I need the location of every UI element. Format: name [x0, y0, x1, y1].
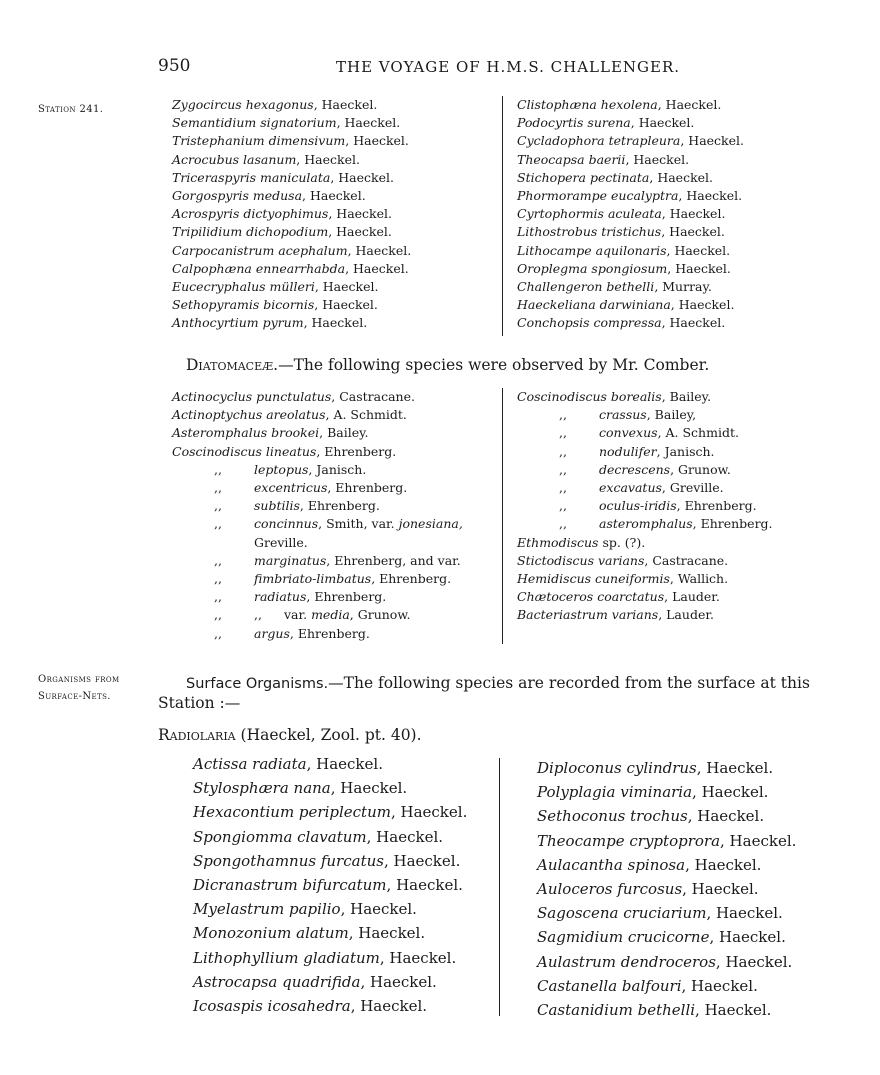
- species-author: , Grunow.: [349, 607, 411, 623]
- species-author: , Wallich.: [669, 571, 729, 587]
- list-item: [172, 443, 498, 461]
- var-prefix: var.: [284, 607, 312, 623]
- list-item: [172, 260, 411, 278]
- diatomaceae-title: Diatomaceæ.: [186, 356, 279, 374]
- list-item: [537, 998, 796, 1022]
- species-name: Conchopsis compressa: [517, 315, 662, 331]
- species-author: , Bailey.: [319, 425, 369, 441]
- list-item: [193, 776, 467, 800]
- species-name: Triceraspyris maniculata: [172, 169, 331, 185]
- species-name: Hemidiscus cuneiformis: [517, 571, 670, 587]
- radiolaria-right-list: [537, 756, 796, 1022]
- species-name: crassus: [599, 407, 647, 423]
- list-item: [193, 897, 467, 921]
- list-item: [517, 606, 773, 624]
- list-item: [517, 96, 744, 114]
- species-name: convexus: [599, 425, 658, 441]
- species-name: Carpocanistrum acephalum: [172, 242, 348, 258]
- list-item: [193, 800, 467, 824]
- species-name: Hexacontium periplectum: [193, 803, 391, 822]
- species-author: , Haeckel.: [348, 924, 426, 943]
- species-author: sp. (?).: [598, 534, 646, 550]
- species-author: , Haeckel.: [666, 242, 731, 258]
- list-item: [537, 901, 796, 925]
- species-name: Bacteriastrum varians: [517, 607, 659, 623]
- species-author: , Haeckel.: [709, 928, 786, 947]
- list-item: [172, 205, 411, 223]
- species-author: , Haeckel.: [345, 133, 409, 149]
- list-item: [517, 570, 773, 588]
- ditto-mark: ,,: [559, 461, 567, 477]
- diatomaceae-heading: [186, 356, 709, 374]
- species-author: , Haeckel.: [696, 759, 774, 777]
- ditto-mark: ,,: [559, 516, 567, 532]
- ditto-mark: ,,: [214, 516, 222, 532]
- species-name: Theocapsa baerii: [517, 151, 626, 167]
- species-author: , Ehrenberg.: [327, 480, 408, 496]
- ditto-mark: ,,: [559, 443, 567, 459]
- species-author: , Haeckel.: [336, 115, 401, 131]
- species-author: , Haeckel.: [649, 169, 714, 185]
- column-divider: [502, 388, 503, 644]
- species-author: , Haeckel.: [328, 206, 393, 222]
- list-item: [172, 606, 498, 624]
- species-author: , Haeckel.: [692, 783, 769, 802]
- list-item: [517, 242, 744, 260]
- list-item: [517, 534, 773, 552]
- surface-paragraph-line2: Station :—: [158, 694, 241, 712]
- species-author: , Haeckel.: [678, 188, 743, 204]
- species-name: Monozonium alatum: [193, 924, 349, 943]
- species-name: Theocampe cryptoprora: [537, 831, 721, 850]
- species-author: , Bailey,: [646, 407, 697, 423]
- list-item: [172, 479, 498, 497]
- species-author: , Castracane.: [644, 552, 729, 568]
- variety-name: jonesiana,: [398, 516, 463, 532]
- column-divider: [502, 96, 503, 336]
- list-item: [172, 151, 411, 169]
- species-name: Lithocampe aquilonaris: [517, 242, 667, 258]
- species-name: media: [311, 607, 350, 623]
- species-name: Ethmodiscus: [517, 534, 599, 550]
- species-name: decrescens: [599, 461, 671, 477]
- list-item: [537, 780, 796, 804]
- species-author: , Haeckel.: [390, 803, 468, 822]
- species-author: , Haeckel.: [667, 260, 731, 276]
- list-item: [172, 497, 498, 515]
- species-author: , Haeckel.: [314, 279, 379, 295]
- list-item: [172, 515, 498, 533]
- species-author: , Haeckel.: [661, 206, 726, 222]
- species-name: Tripilidium dichopodium: [172, 224, 329, 240]
- species-author: , Ehrenberg.: [316, 443, 397, 459]
- species-name: concinnus: [254, 516, 319, 532]
- list-item: [172, 242, 411, 260]
- species-name: Tristephanium dimensivum: [172, 133, 346, 149]
- species-name: Actinocyclus punctulatus: [172, 389, 332, 404]
- station-label: Station 241.: [38, 104, 104, 115]
- species-name: Chætoceros coarctatus: [517, 589, 665, 605]
- ditto-mark: ,,: [214, 607, 222, 623]
- species-author: , Haeckel.: [680, 133, 744, 149]
- list-item: [517, 187, 744, 205]
- species-author: , Haeckel.: [360, 972, 437, 991]
- side-note-line: Organisms from: [38, 674, 120, 685]
- species-author: , Haeckel.: [630, 115, 695, 131]
- list-item: [172, 552, 498, 570]
- species-name: excavatus: [599, 480, 662, 496]
- species-author: , Lauder.: [664, 589, 720, 605]
- species-name: Aulastrum dendroceros: [537, 952, 716, 971]
- species-name: Challengeron bethelli: [517, 279, 655, 295]
- species-name: subtilis: [254, 498, 300, 514]
- species-name: Eucecryphalus mülleri: [172, 279, 315, 295]
- species-author: , Ehrenberg.: [371, 571, 452, 587]
- species-author: , Ehrenberg.: [306, 589, 387, 605]
- ditto-mark: ,,: [559, 425, 567, 441]
- species-name: Actinoptychus areolatus: [172, 407, 326, 423]
- species-author: , Haeckel.: [687, 807, 765, 826]
- species-author: , Haeckel.: [383, 851, 461, 870]
- species-author: , Haeckel.: [386, 876, 463, 895]
- list-item: [172, 169, 411, 187]
- list-item: [172, 625, 498, 643]
- station-left-list: [172, 96, 411, 333]
- species-name: Spongiomma clavatum: [193, 827, 367, 846]
- list-item: [517, 132, 744, 150]
- list-item: [517, 588, 773, 606]
- species-author: , Haeckel.: [314, 297, 378, 313]
- species-author: , Haeckel.: [366, 827, 444, 846]
- species-author: , Haeckel.: [328, 224, 392, 240]
- species-name: Gorgospyris medusa: [172, 188, 303, 204]
- species-name: Polyplagia viminaria: [537, 783, 693, 802]
- species-author: , A. Schmidt.: [657, 425, 739, 441]
- species-name: Lithophyllium gladiatum: [193, 948, 380, 967]
- species-name: excentricus: [254, 480, 328, 496]
- species-name: Icosaspis icosahedra: [193, 997, 351, 1016]
- list-item: [517, 114, 744, 132]
- list-item: [517, 497, 773, 515]
- list-item: [193, 994, 467, 1018]
- list-item: [517, 169, 744, 187]
- list-item: [537, 804, 796, 828]
- list-item: [537, 877, 796, 901]
- species-name: Sagoscena cruciarium: [537, 904, 707, 923]
- species-name: Haeckeliana darwiniana: [517, 297, 671, 313]
- list-item: [517, 443, 773, 461]
- species-author: , Haeckel.: [661, 315, 726, 331]
- radiolaria-title: Radiolaria: [158, 726, 236, 744]
- species-author: , Ehrenberg, and var.: [326, 552, 461, 568]
- species-author: , Haeckel.: [306, 755, 383, 773]
- diatomaceae-intro: —The following species were observed by Mr. Comber.: [278, 356, 710, 374]
- list-item: [517, 296, 744, 314]
- species-name: Myelastrum papilio: [193, 900, 341, 919]
- list-item: [193, 873, 467, 897]
- list-item: [172, 132, 411, 150]
- species-name: Semantidium signatorium: [172, 115, 337, 131]
- ditto-mark: ,,: [214, 552, 222, 568]
- species-author: , Smith, var.: [318, 516, 399, 532]
- ditto-mark: ,,: [254, 607, 262, 623]
- species-author: , Haeckel.: [720, 831, 797, 850]
- species-author: , Haeckel.: [706, 904, 783, 923]
- list-item: [193, 849, 467, 873]
- list-item: [193, 946, 467, 970]
- list-item: [193, 970, 467, 994]
- side-note-line: Surface-Nets.: [38, 691, 111, 702]
- species-author: , A. Schmidt.: [325, 407, 407, 423]
- species-author: , Grunow.: [670, 461, 731, 477]
- species-name: Stylosphæra nana: [193, 779, 331, 798]
- species-name: Phormorampe eucalyptra: [517, 188, 679, 204]
- list-item: [517, 260, 744, 278]
- species-author: , Ehrenberg.: [692, 516, 773, 532]
- surface-heading: Surface Organisms.: [186, 676, 329, 692]
- list-item: [193, 752, 467, 776]
- species-author: , Haeckel.: [345, 260, 409, 276]
- ditto-mark: ,,: [214, 480, 222, 496]
- column-divider: [499, 758, 500, 1016]
- species-author: , Haeckel.: [340, 900, 417, 919]
- list-item: [537, 925, 796, 949]
- species-name: Clistophæna hexolena: [517, 97, 658, 112]
- species-name: Stichopera pectinata: [517, 169, 650, 185]
- species-name: Acrocubus lasanum: [172, 151, 297, 167]
- list-item: [172, 223, 411, 241]
- species-author: , Haeckel.: [685, 855, 762, 874]
- greville-line: Greville.: [254, 534, 308, 550]
- list-item: [172, 96, 411, 114]
- list-item: [517, 388, 773, 406]
- species-name: Cyrtophormis aculeata: [517, 206, 662, 222]
- species-author: , Janisch.: [308, 461, 367, 477]
- list-item: [537, 950, 796, 974]
- list-item: [172, 406, 498, 424]
- ditto-mark: ,,: [559, 407, 567, 423]
- species-name: asteromphalus: [599, 516, 693, 532]
- ditto-mark: ,,: [214, 498, 222, 514]
- species-name: Asteromphalus brookei: [172, 425, 320, 441]
- list-item: [517, 424, 773, 442]
- station-right-list: [517, 96, 744, 333]
- species-name: Stictodiscus varians: [517, 552, 645, 568]
- list-item: [172, 114, 411, 132]
- list-item: [172, 187, 411, 205]
- species-author: , Ehrenberg.: [299, 498, 380, 514]
- species-name: radiatus: [254, 589, 307, 605]
- surface-paragraph: [186, 670, 846, 697]
- species-author: , Ehrenberg.: [676, 498, 757, 514]
- species-name: Coscinodiscus borealis: [517, 389, 662, 404]
- species-name: Astrocapsa quadrifida: [193, 972, 361, 991]
- radiolaria-left-list: [193, 752, 467, 1018]
- running-title: THE VOYAGE OF H.M.S. CHALLENGER.: [336, 58, 681, 76]
- list-item: [517, 515, 773, 533]
- list-item: [172, 424, 498, 442]
- species-name: Sethopyramis bicornis: [172, 297, 315, 313]
- species-author: , Ehrenberg.: [289, 625, 370, 641]
- species-name: Anthocyrtium pyrum: [172, 315, 304, 331]
- species-author: , Haeckel.: [330, 779, 408, 798]
- surface-text: —The following species are recorded from the surface at this: [328, 674, 810, 692]
- species-author: , Haeckel.: [330, 169, 394, 185]
- list-item: [517, 314, 744, 332]
- species-author: , Haeckel.: [303, 315, 368, 331]
- species-name: nodulifer: [599, 443, 657, 459]
- diatomaceae-right-list: [517, 388, 773, 625]
- species-author: , Murray.: [654, 279, 712, 295]
- species-name: Auloceros furcosus: [537, 880, 683, 899]
- list-item: [517, 461, 773, 479]
- species-author: , Haeckel.: [661, 224, 725, 240]
- species-author: , Haeckel.: [379, 948, 457, 967]
- species-author: , Haeckel.: [657, 97, 722, 112]
- species-author: , Haeckel.: [681, 976, 758, 995]
- list-item: [517, 552, 773, 570]
- species-name: Cycladophora tetrapleura: [517, 133, 681, 149]
- list-item: [172, 314, 411, 332]
- list-item: [517, 278, 744, 296]
- species-name: Diploconus cylindrus: [537, 759, 697, 777]
- list-item: [193, 825, 467, 849]
- ditto-mark: ,,: [214, 625, 222, 641]
- ditto-mark: ,,: [214, 571, 222, 587]
- species-name: Zygocircus hexagonus: [172, 97, 314, 112]
- diatomaceae-left-list: [172, 388, 498, 643]
- list-item: [517, 151, 744, 169]
- species-name: Acrospyris dictyophimus: [172, 206, 329, 222]
- species-name: Sagmidium crucicorne: [537, 928, 710, 947]
- species-name: Castanella balfouri: [537, 976, 682, 995]
- species-author: , Haeckel.: [296, 151, 360, 167]
- species-author: , Haeckel.: [625, 151, 690, 167]
- radiolaria-source: (Haeckel, Zool. pt. 40).: [235, 726, 422, 744]
- list-item: [172, 461, 498, 479]
- list-item: [517, 205, 744, 223]
- species-author: , Castracane.: [331, 389, 415, 404]
- list-item: [517, 223, 744, 241]
- list-item: [172, 388, 498, 406]
- radiolaria-heading: [158, 726, 422, 744]
- species-name: Dicranastrum bifurcatum: [193, 876, 387, 895]
- species-name: Oroplegma spongiosum: [517, 260, 668, 276]
- species-author: , Haeckel.: [715, 952, 793, 971]
- species-name: Calpophæna ennearrhabda: [172, 260, 346, 276]
- species-author: , Lauder.: [658, 607, 714, 623]
- list-item: [172, 278, 411, 296]
- species-name: Aulacantha spinosa: [537, 855, 686, 874]
- species-author: , Greville.: [661, 480, 724, 496]
- species-name: Coscinodiscus lineatus: [172, 443, 317, 459]
- species-author: , Janisch.: [656, 443, 715, 459]
- species-name: argus: [254, 625, 290, 641]
- species-author: , Haeckel.: [695, 1001, 772, 1020]
- species-name: oculus-iridis: [599, 498, 677, 514]
- ditto-mark: ,,: [214, 589, 222, 605]
- species-name: Spongothamnus furcatus: [193, 851, 384, 870]
- species-name: marginatus: [254, 552, 327, 568]
- list-item: [537, 853, 796, 877]
- species-name: Lithostrobus tristichus: [517, 224, 662, 240]
- list-item: [517, 479, 773, 497]
- species-name: Actissa radiata: [193, 755, 307, 773]
- species-author: , Haeckel.: [302, 188, 366, 204]
- species-name: Castanidium bethelli: [537, 1001, 696, 1020]
- ditto-mark: ,,: [214, 461, 222, 477]
- species-author: , Haeckel.: [682, 880, 759, 899]
- list-item: [193, 921, 467, 945]
- page-number: 950: [158, 56, 191, 76]
- species-name: Sethoconus trochus: [537, 807, 688, 826]
- list-item: [537, 974, 796, 998]
- species-name: leptopus: [254, 461, 309, 477]
- list-item: [172, 296, 411, 314]
- list-item: [172, 570, 498, 588]
- surface-side-note: [38, 671, 120, 705]
- species-name: fimbriato-limbatus: [254, 571, 372, 587]
- species-author: , Haeckel.: [350, 997, 428, 1016]
- ditto-mark: ,,: [559, 480, 567, 496]
- list-item: [537, 756, 796, 780]
- list-item: [517, 406, 773, 424]
- list-item: [172, 588, 498, 606]
- species-author: , Haeckel.: [670, 297, 735, 313]
- species-author: , Haeckel.: [313, 97, 378, 112]
- species-author: , Haeckel.: [347, 242, 412, 258]
- species-author: , Bailey.: [661, 389, 712, 404]
- ditto-mark: ,,: [559, 498, 567, 514]
- species-name: Podocyrtis surena: [517, 115, 631, 131]
- list-item: [537, 829, 796, 853]
